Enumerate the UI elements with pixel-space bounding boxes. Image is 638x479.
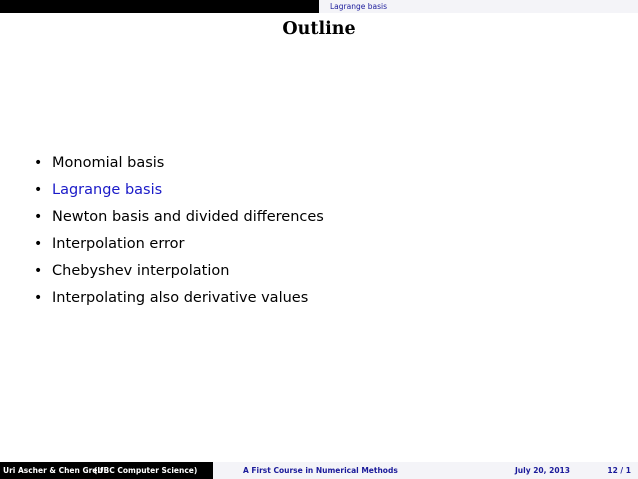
frame-title-text: Outline (282, 19, 356, 39)
outline-item-monomial-basis (34, 151, 324, 178)
bullet-icon: • (34, 209, 43, 225)
footer-info-bar (213, 462, 638, 479)
outline-list (34, 151, 324, 313)
bullet-icon: • (34, 182, 43, 198)
frame-title (0, 19, 638, 39)
outline-item-label: Interpolation error (52, 236, 185, 252)
header-navigation (0, 0, 638, 13)
outline-item-label: Chebyshev interpolation (52, 263, 230, 279)
footer-page-number: 12 / 1 (607, 466, 631, 475)
footer-date: July 20, 2013 (515, 466, 570, 475)
bullet-icon: • (34, 290, 43, 306)
bullet-icon: • (34, 155, 43, 171)
footer-authors: Uri Ascher & Chen Greif (3, 466, 104, 475)
outline-item-label: Interpolating also derivative values (52, 290, 309, 306)
bullet-icon: • (34, 236, 43, 252)
outline-item-lagrange-basis (34, 178, 324, 205)
outline-item-derivative-values (34, 286, 324, 313)
outline-item-label: Newton basis and divided differences (52, 209, 324, 225)
header-section-bar (0, 0, 319, 13)
outline-item-interpolation-error (34, 232, 324, 259)
outline-item-label: Monomial basis (52, 155, 165, 171)
footer-institute: (UBC Computer Science) (94, 466, 198, 475)
footer (0, 462, 638, 479)
outline-item-chebyshev-interpolation (34, 259, 324, 286)
outline-item-newton-basis (34, 205, 324, 232)
outline-item-label: Lagrange basis (52, 182, 163, 198)
footer-course-title: A First Course in Numerical Methods (243, 466, 398, 475)
footer-author-bar (0, 462, 213, 479)
bullet-icon: • (34, 263, 43, 279)
nav-subsection-lagrange-basis[interactable]: Lagrange basis (330, 2, 387, 11)
